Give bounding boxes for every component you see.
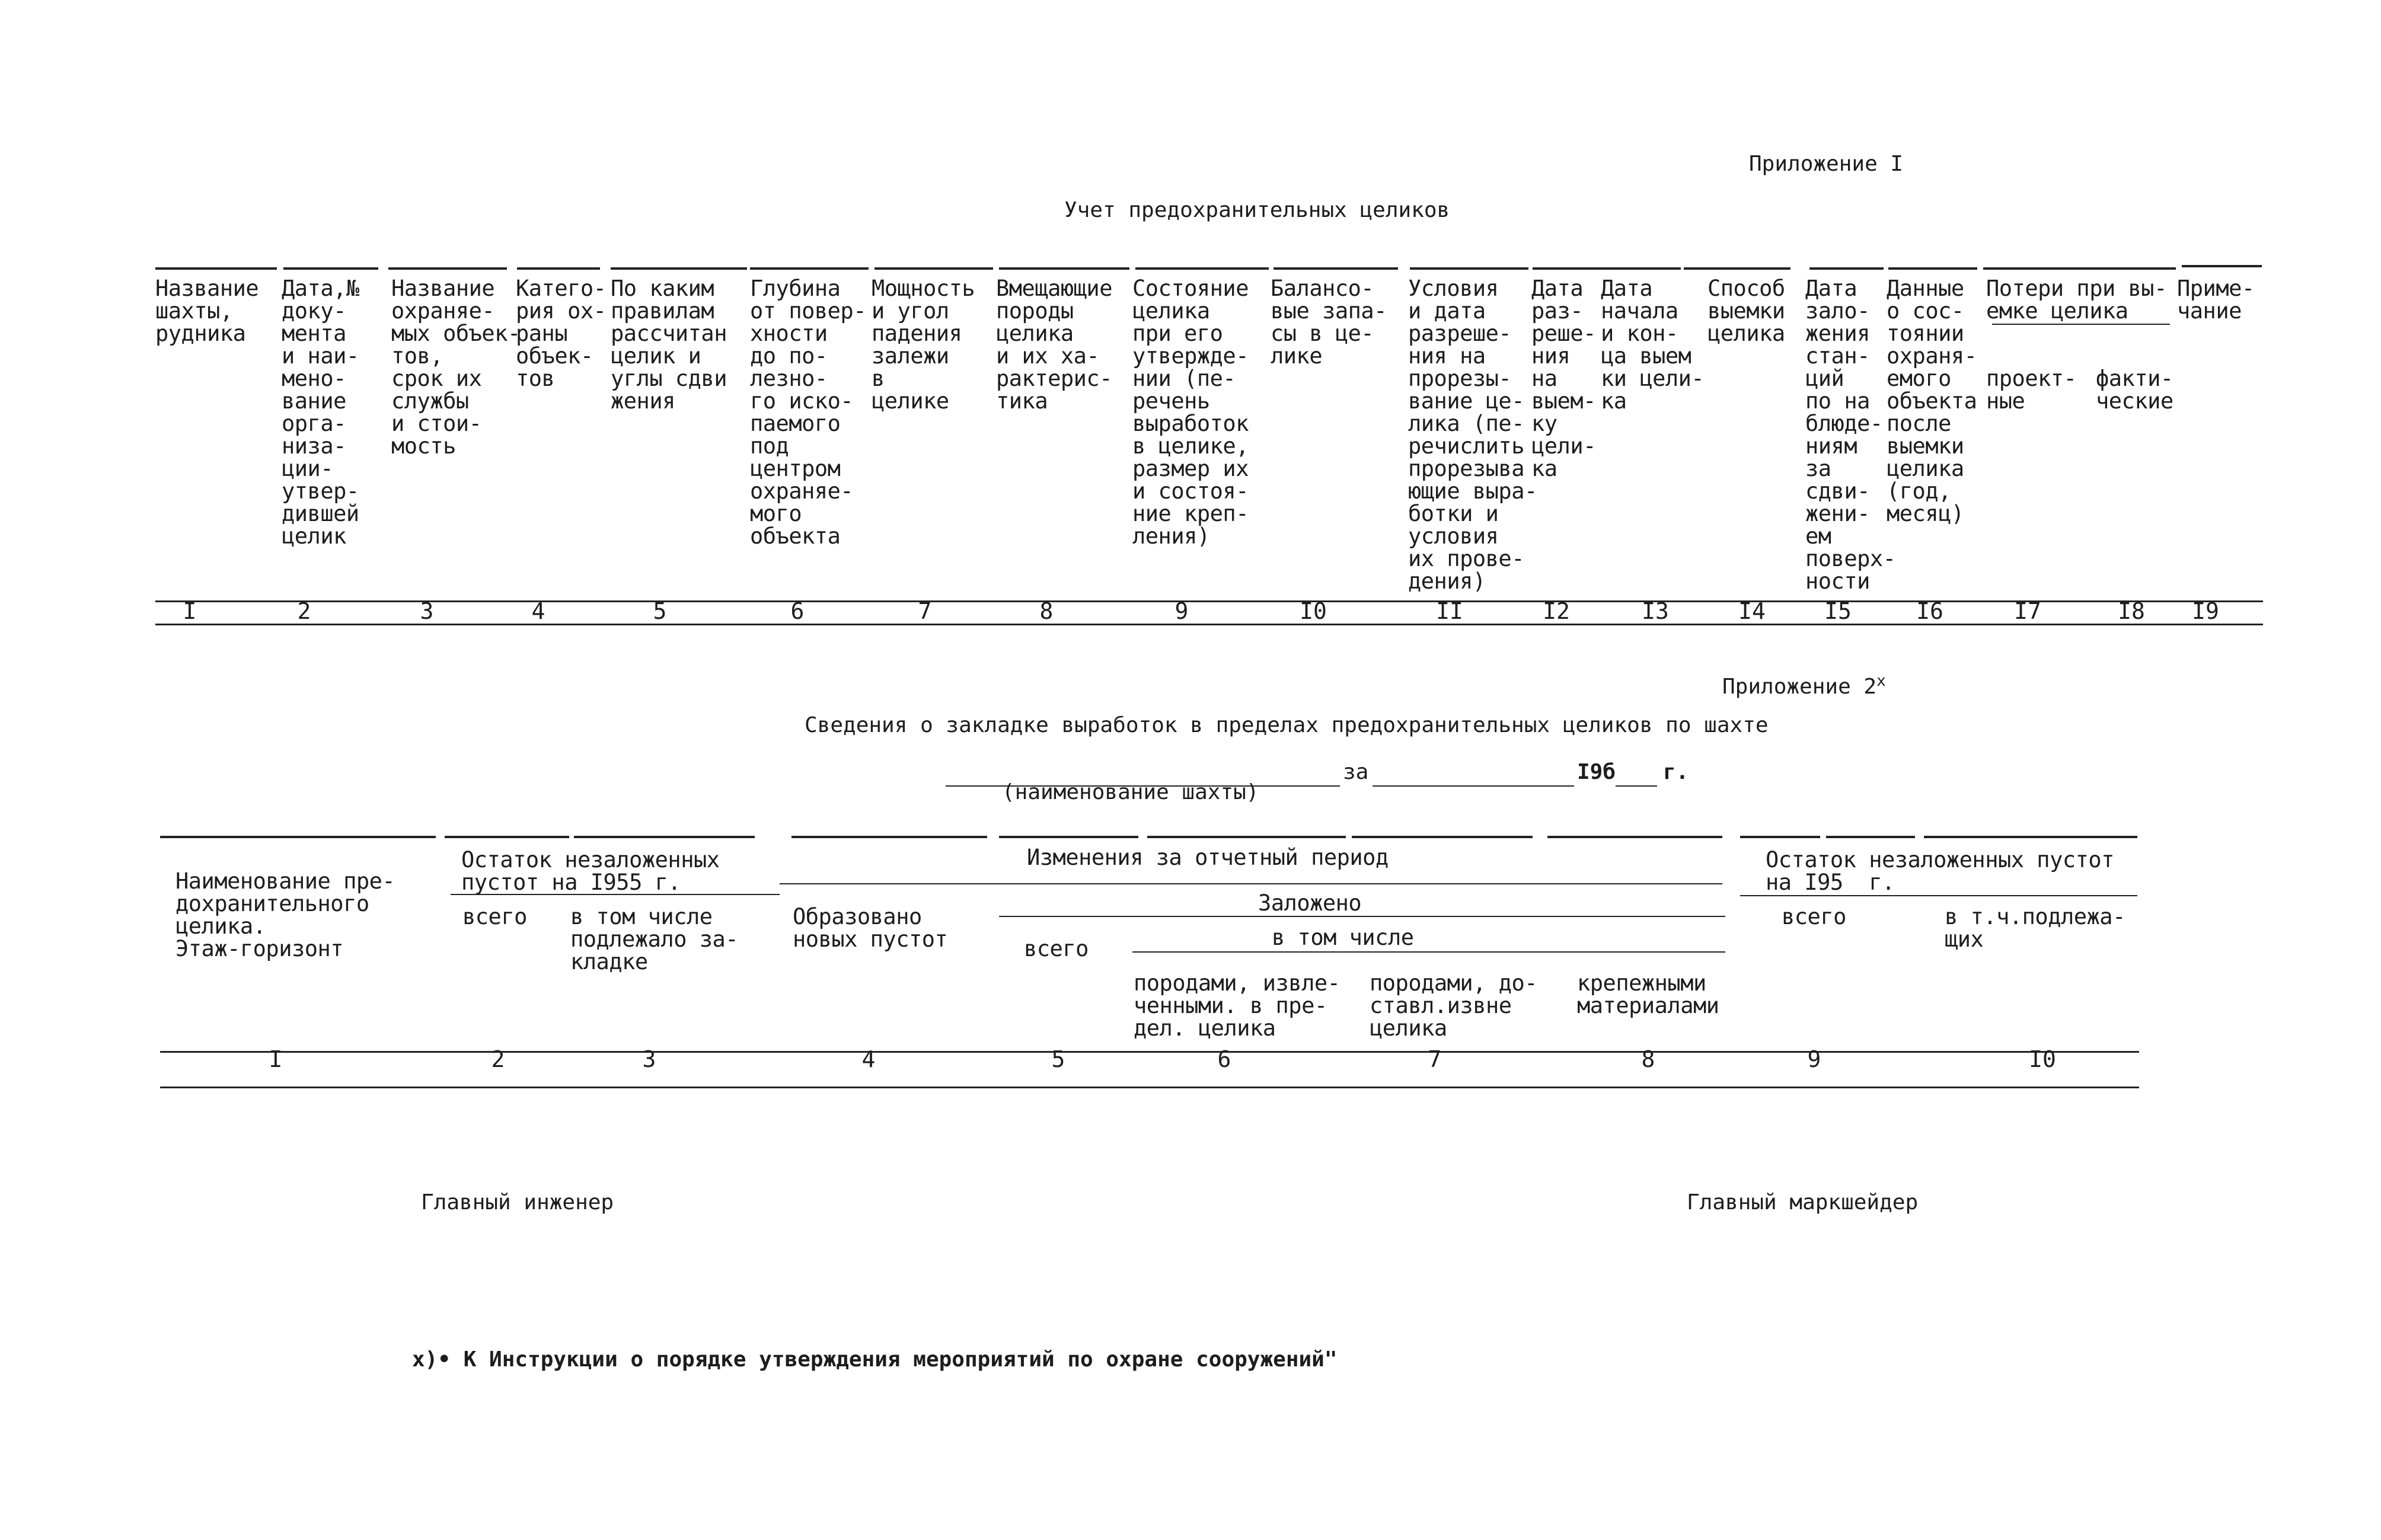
col-number: 8 — [1039, 598, 1054, 624]
col-number: 9 — [1174, 598, 1189, 624]
col-number: I4 — [1738, 598, 1766, 624]
col-number: I7 — [2014, 598, 2041, 624]
t2-rest-start-header: Остаток незаложенных пустот на I955 г. — [461, 847, 720, 895]
t2-rest-incl-header: в т.ч.подлежа- щих — [1945, 904, 2125, 952]
col-losses-design: проект- ные — [1986, 366, 2077, 414]
col-extraction-dates: Дата начала и кон- ца выем ки цели- ка — [1601, 276, 1705, 414]
appendix2-label: Приложение 2$^x$ — [1722, 672, 1886, 699]
t2-incl-fill-header: в том числе подлежало за- кладке — [570, 904, 739, 975]
col-host-rocks: Вмещающие породы целика и их ха- рактерис- тика — [996, 276, 1112, 414]
col-pillar-state: Состояние целика при его утвержде- нии (пе- речень выработок в целике, размер их и состоя- ние креп- ления) — [1132, 276, 1249, 549]
year-blank-line — [1616, 785, 1657, 787]
t2-col-number: I0 — [2029, 1046, 2056, 1072]
t2-filled-total-header: всего — [1024, 936, 1089, 961]
col-number: I6 — [1916, 598, 1943, 624]
col-cutting-conditions: Условия и дата разреше- ния на прорезы- вание це- лика (пе- речислить прорезыва ющие выра- ботки и условия их прове- дения) — [1408, 276, 1537, 594]
appendix1-title: Учет предохранительных целиков — [1064, 198, 1450, 222]
col-protection-category: Катего- рия ох- раны объек- тов — [516, 276, 607, 391]
table2-number-rule-bottom — [160, 1087, 2139, 1088]
t2-col-number: 2 — [491, 1046, 505, 1072]
col-number: I3 — [1642, 598, 1669, 624]
t2-changes-header: Изменения за отчетный период — [1027, 845, 1389, 870]
col-number: I8 — [2118, 598, 2145, 624]
col-number: I9 — [2192, 598, 2219, 624]
mine-caption: (наименование шахты) — [1002, 780, 1259, 804]
chief-engineer-label: Главный инженер — [421, 1190, 614, 1215]
t2-col-number: 6 — [1217, 1046, 1231, 1072]
table1-number-rule-bottom — [155, 624, 2263, 625]
t2-col-number: 3 — [642, 1046, 656, 1072]
t2-rock-in-header: породами, извле- ченными. в пре- дел. целика — [1134, 970, 1340, 1041]
col-losses-actual: факти- ческие — [2096, 366, 2173, 414]
t2-col-number: 7 — [1428, 1046, 1442, 1072]
col-document-date: Дата,№ доку- мента и наи- мено- вание орга- низа- ции- утвер- дившей целик — [282, 276, 359, 549]
table2-number-rule-top — [160, 1051, 2139, 1053]
col-number: I0 — [1300, 598, 1327, 624]
appendix2-title: Сведения о закладке выработок в пределах предохранительных целиков по шахте — [805, 713, 1769, 737]
col-mine-name: Название шахты, рудника — [155, 276, 259, 346]
col-number: 2 — [297, 598, 311, 624]
col-thickness-angle: Мощность и угол падения залежи в целике — [872, 276, 975, 414]
col-losses: Потери при вы- емке целика — [1986, 276, 2167, 324]
t2-incl-header: в том числе — [1272, 925, 1414, 950]
col-station-date: Дата зало- жения стан- ций по на блюде- ниям за сдви- жени- ем поверх- ности — [1805, 276, 1896, 594]
t2-total-header: всего — [462, 904, 527, 929]
col-calculation-rules: По каким правилам рассчитан целик и углы сдви жения — [611, 276, 727, 414]
col-number: 4 — [531, 598, 545, 624]
col-balance-reserves: Балансо- вые запа- сы в це- лике — [1271, 276, 1387, 369]
col-extraction-method: Способ выемки целика — [1707, 276, 1785, 346]
col-extraction-permit-date: Дата раз- реше- ния на выем- ку цели- ка — [1531, 276, 1596, 481]
t2-col-number: 9 — [1807, 1046, 1821, 1072]
period-for: за — [1343, 760, 1369, 784]
t2-support-header: крепежными материалами — [1577, 970, 1719, 1018]
appendix1-label: Приложение I — [1749, 152, 1904, 176]
col-number: 7 — [918, 598, 932, 624]
t2-col-number: 4 — [861, 1046, 876, 1072]
footnote: х)• К Инструкции о порядке утверждения мероприятий по охране сооружений" — [412, 1347, 1338, 1372]
col-protected-objects: Название охраняе- мых объек- тов, срок их службы и стои- мость — [391, 276, 521, 459]
t2-col-number: 8 — [1641, 1046, 1655, 1072]
t2-rest-total-header: всего — [1782, 904, 1846, 929]
col-number: 3 — [420, 598, 434, 624]
t2-rock-out-header: породами, до- ставл.извне целика — [1370, 970, 1538, 1041]
col-number: 6 — [790, 598, 805, 624]
col-number: I5 — [1824, 598, 1852, 624]
col-number: I2 — [1543, 598, 1570, 624]
t2-name-header: Наименование пре- дохранительного целика. Этаж-горизонт — [175, 868, 395, 961]
chief-surveyor-label: Главный маркшейдер — [1687, 1190, 1919, 1215]
period-blank-line — [1373, 785, 1574, 787]
period-year: I9б — [1577, 760, 1616, 784]
t2-col-number: 5 — [1051, 1046, 1065, 1072]
t2-col-number: I — [269, 1046, 283, 1072]
col-object-state: Данные о сос- тоянии охраня- емого объекта после выемки целика (год, месяц) — [1887, 276, 1977, 526]
col-depth: Глубина от повер- хности до по- лезно- го иско- паемого под центром охраняе- мого объекта — [750, 276, 866, 549]
col-number: II — [1436, 598, 1463, 624]
col-number: I — [183, 598, 197, 624]
t2-filled-header: Заложено — [1258, 890, 1362, 916]
col-number: 5 — [653, 598, 667, 624]
t2-new-voids-header: Образовано новых пустот — [793, 904, 948, 952]
t2-rest-end-header: Остаток незаложенных пустот на I95 г. — [1766, 847, 2114, 895]
col-note: Приме- чание — [2177, 276, 2255, 324]
period-g: г. — [1663, 760, 1689, 784]
